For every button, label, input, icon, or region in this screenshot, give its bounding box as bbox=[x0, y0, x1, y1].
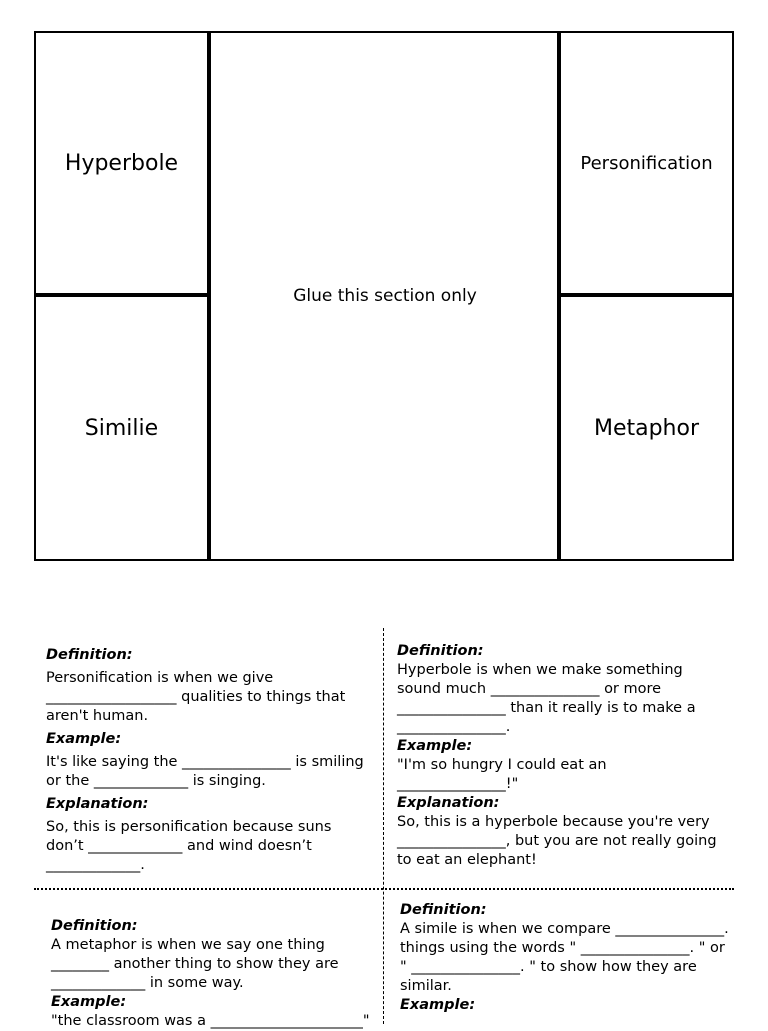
flap-label: Hyperbole bbox=[64, 150, 179, 176]
flap-hyperbole bbox=[36, 33, 207, 297]
definition-text: A metaphor is when we say one thing ________ another thing to show they are _____________ in some way. bbox=[51, 937, 339, 991]
metaphor-notes bbox=[51, 917, 371, 1031]
example-text: "the classroom was a _____________________" bbox=[51, 1013, 370, 1029]
flap-label: Personification bbox=[580, 152, 713, 174]
explanation-heading: Explanation: bbox=[46, 796, 149, 812]
foldable-template bbox=[34, 31, 734, 561]
definition-text: Personification is when we give __________________ qualities to things that aren't human. bbox=[46, 670, 346, 724]
glue-label: Glue this section only bbox=[293, 286, 477, 306]
horizontal-cut-line bbox=[34, 888, 734, 890]
explanation-text: So, this is a hyperbole because you're very _______________, but you are not really going to eat an elephant! bbox=[397, 814, 717, 868]
flap-similie bbox=[36, 297, 207, 559]
vertical-cut-line bbox=[383, 628, 384, 1024]
example-text: It's like saying the _______________ is smiling or the _____________ is singing. bbox=[46, 754, 364, 789]
flap-label: Metaphor bbox=[593, 415, 700, 441]
flap-label: Similie bbox=[84, 415, 159, 441]
definition-heading: Definition: bbox=[400, 902, 487, 918]
example-text: "I'm so hungry I could eat an _______________!" bbox=[397, 757, 607, 792]
hyperbole-notes bbox=[397, 642, 727, 870]
simile-notes bbox=[400, 901, 730, 1015]
example-heading: Example: bbox=[400, 997, 476, 1013]
example-heading: Example: bbox=[51, 994, 127, 1010]
right-column bbox=[557, 33, 732, 559]
glue-section bbox=[211, 33, 559, 559]
flap-metaphor bbox=[561, 297, 732, 559]
explanation-heading: Explanation: bbox=[397, 795, 500, 811]
definition-heading: Definition: bbox=[397, 643, 484, 659]
explanation-text: So, this is personification because suns don’t _____________ and wind doesn’t _____________. bbox=[46, 819, 332, 873]
definition-heading: Definition: bbox=[46, 647, 133, 663]
flap-personification bbox=[561, 33, 732, 297]
definition-heading: Definition: bbox=[51, 918, 138, 934]
personification-notes bbox=[46, 642, 366, 878]
left-column bbox=[36, 33, 211, 559]
definition-text: A simile is when we compare _______________. things using the words " _______________. " or " _______________. " to show how they are similar. bbox=[400, 921, 729, 994]
example-heading: Example: bbox=[46, 731, 122, 747]
definition-text: Hyperbole is when we make something sound much _______________ or more _______________ than it really is to make a _______________. bbox=[397, 662, 696, 735]
example-heading: Example: bbox=[397, 738, 473, 754]
